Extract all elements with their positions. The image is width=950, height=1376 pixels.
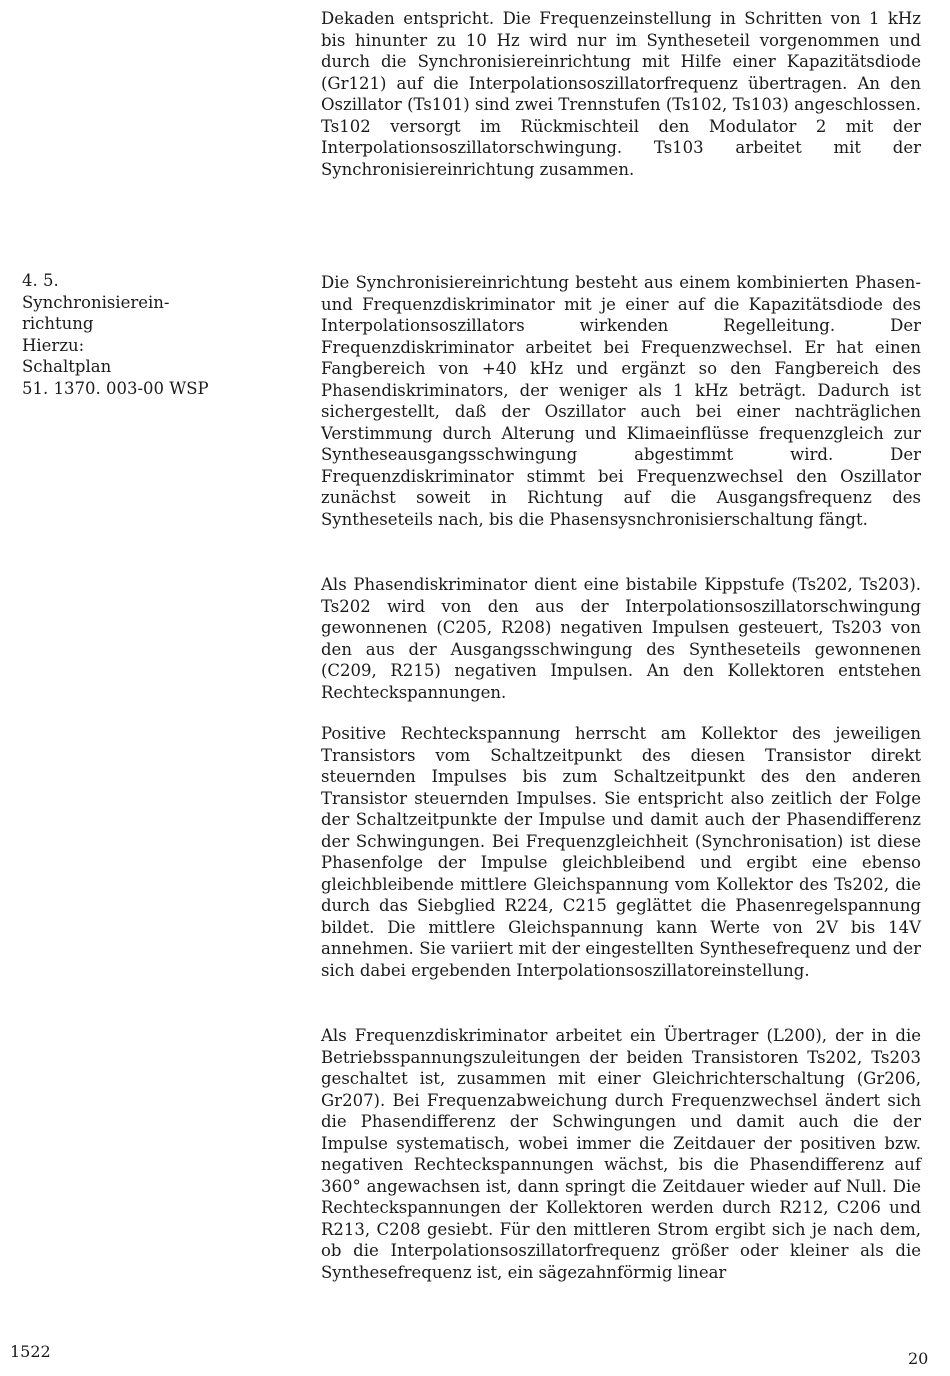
footer-code: 1522 bbox=[10, 1342, 51, 1361]
paragraph-frequency-discriminator: Als Frequenzdiskriminator arbeitet ein Übertrager (L200), der in die Betriebsspannungszuleitungen der beiden Transistoren Ts202, Ts203 geschaltet ist, zusammen mit einer Gleichrichterschaltung (Gr206, Gr207). Bei Frequenzabweichung durch Frequenzwechsel ändert sich die Phasendifferenz der Schwingungen und damit auch die der Impulse systematisch, wobei immer die Zeitdauer der positiven bzw. negativen Rechteckspannungen wächst, bis die Phasendifferenz auf 360° angewachsen ist, dann springt die Zeitdauer wieder auf Null. Die Rechteckspannungen der Kollektoren werden durch R212, C206 und R213, C208 gesiebt. Für den mittleren Strom ergibt sich je nach dem, ob die Interpolationsoszillatorfrequenz größer oder kleiner als die Synthesefrequenz ist, ein sägezahnförmig linear bbox=[321, 1026, 921, 1282]
section-title-line-1: Synchronisierein- bbox=[22, 292, 170, 312]
paragraph-synchronisation: Die Synchronisiereinrichtung besteht aus einem kombinierten Phasen- und Frequenzdiskriminator mit je einer auf die Kapazitätsdiode des Interpolationsoszillators wirkenden Regelleitung. Der Frequenzdiskriminator arbeitet bei Frequenzwechsel. Er hat einen Fangbereich von +40 kHz und ergänzt so den Fangbereich des Phasendiskriminators, der weniger als 1 kHz beträgt. Dadurch ist sichergestellt, daß der Oszillator auch bei einer nachträglichen Verstimmung durch Alterung und Klimaeinflüsse frequenzgleich zur Syntheseausgangsschwingung abgestimmt wird. Der Frequenzdiskriminator stimmt bei Frequenzwechsel den Oszillator zunächst soweit in Richtung auf die Ausgangsfrequenz des Syntheseteils nach, bis die Phasensysnchronisierschaltung fängt. bbox=[321, 273, 921, 529]
paragraph-oscillator-intro: Dekaden entspricht. Die Frequenzeinstellung in Schritten von 1 kHz bis hinunter zu 10 Hz wird nur im Syntheseteil vorgenommen und durch die Synchronisiereinrichtung mit Hilfe einer Kapazitätsdiode (Gr121) auf die Interpolationsoszillatorfrequenz übertragen. An den Oszillator (Ts101) sind zwei Trennstufen (Ts102, Ts103) angeschlossen. Ts102 versorgt im Rückmischteil den Modulator 2 mit der Interpolationsoszillatorschwingung. Ts103 arbeitet mit der Synchronisiereinrichtung zusammen. bbox=[321, 9, 921, 179]
paragraph-phase-discriminator: Als Phasendiskriminator dient eine bistabile Kippstufe (Ts202, Ts203). Ts202 wird von den aus der Interpolationsoszillatorschwingung gewonnenen (C205, R208) negativen Impulsen gesteuert, Ts203 von den aus der Ausgangsschwingung des Syntheseteils gewonnenen (C209, R215) negativen Impulsen. An den Kollektoren entstehen Rechteckspannungen. bbox=[321, 575, 921, 702]
section-title-line-2: richtung bbox=[22, 314, 94, 333]
section-margin-note bbox=[22, 270, 282, 399]
section-ref-label: Hierzu: bbox=[22, 335, 85, 355]
section-ref-doc: Schaltplan bbox=[22, 357, 112, 376]
page-number: 20 bbox=[908, 1349, 929, 1368]
section-number: 4. 5. bbox=[22, 271, 59, 290]
paragraph-rectangular-voltage: Positive Rechteckspannung herrscht am Kollektor des jeweiligen Transistors vom Schaltzeitpunkt des diesen Transistor direkt steuernden Impulses bis zum Schaltzeitpunkt des den anderen Transistor steuernden Impulses. Sie entspricht also zeitlich der Folge der Schaltzeitpunkte der Impulse und damit auch der Phasendifferenz der Schwingungen. Bei Frequenzgleichheit (Synchronisation) ist diese Phasenfolge der Impulse gleichbleibend und ergibt eine ebenso gleichbleibende mittlere Gleichspannung vom Kollektor des Ts202, die durch das Siebglied R224, C215 geglättet die Phasenregelspannung bildet. Die mittlere Gleichspannung kann Werte von 2V bis 14V annehmen. Sie variiert mit der eingestellten Synthesefrequenz und der sich dabei ergebenden Interpolationsoszillatoreinstellung. bbox=[321, 724, 921, 980]
section-ref-number: 51. 1370. 003-00 WSP bbox=[22, 378, 209, 398]
